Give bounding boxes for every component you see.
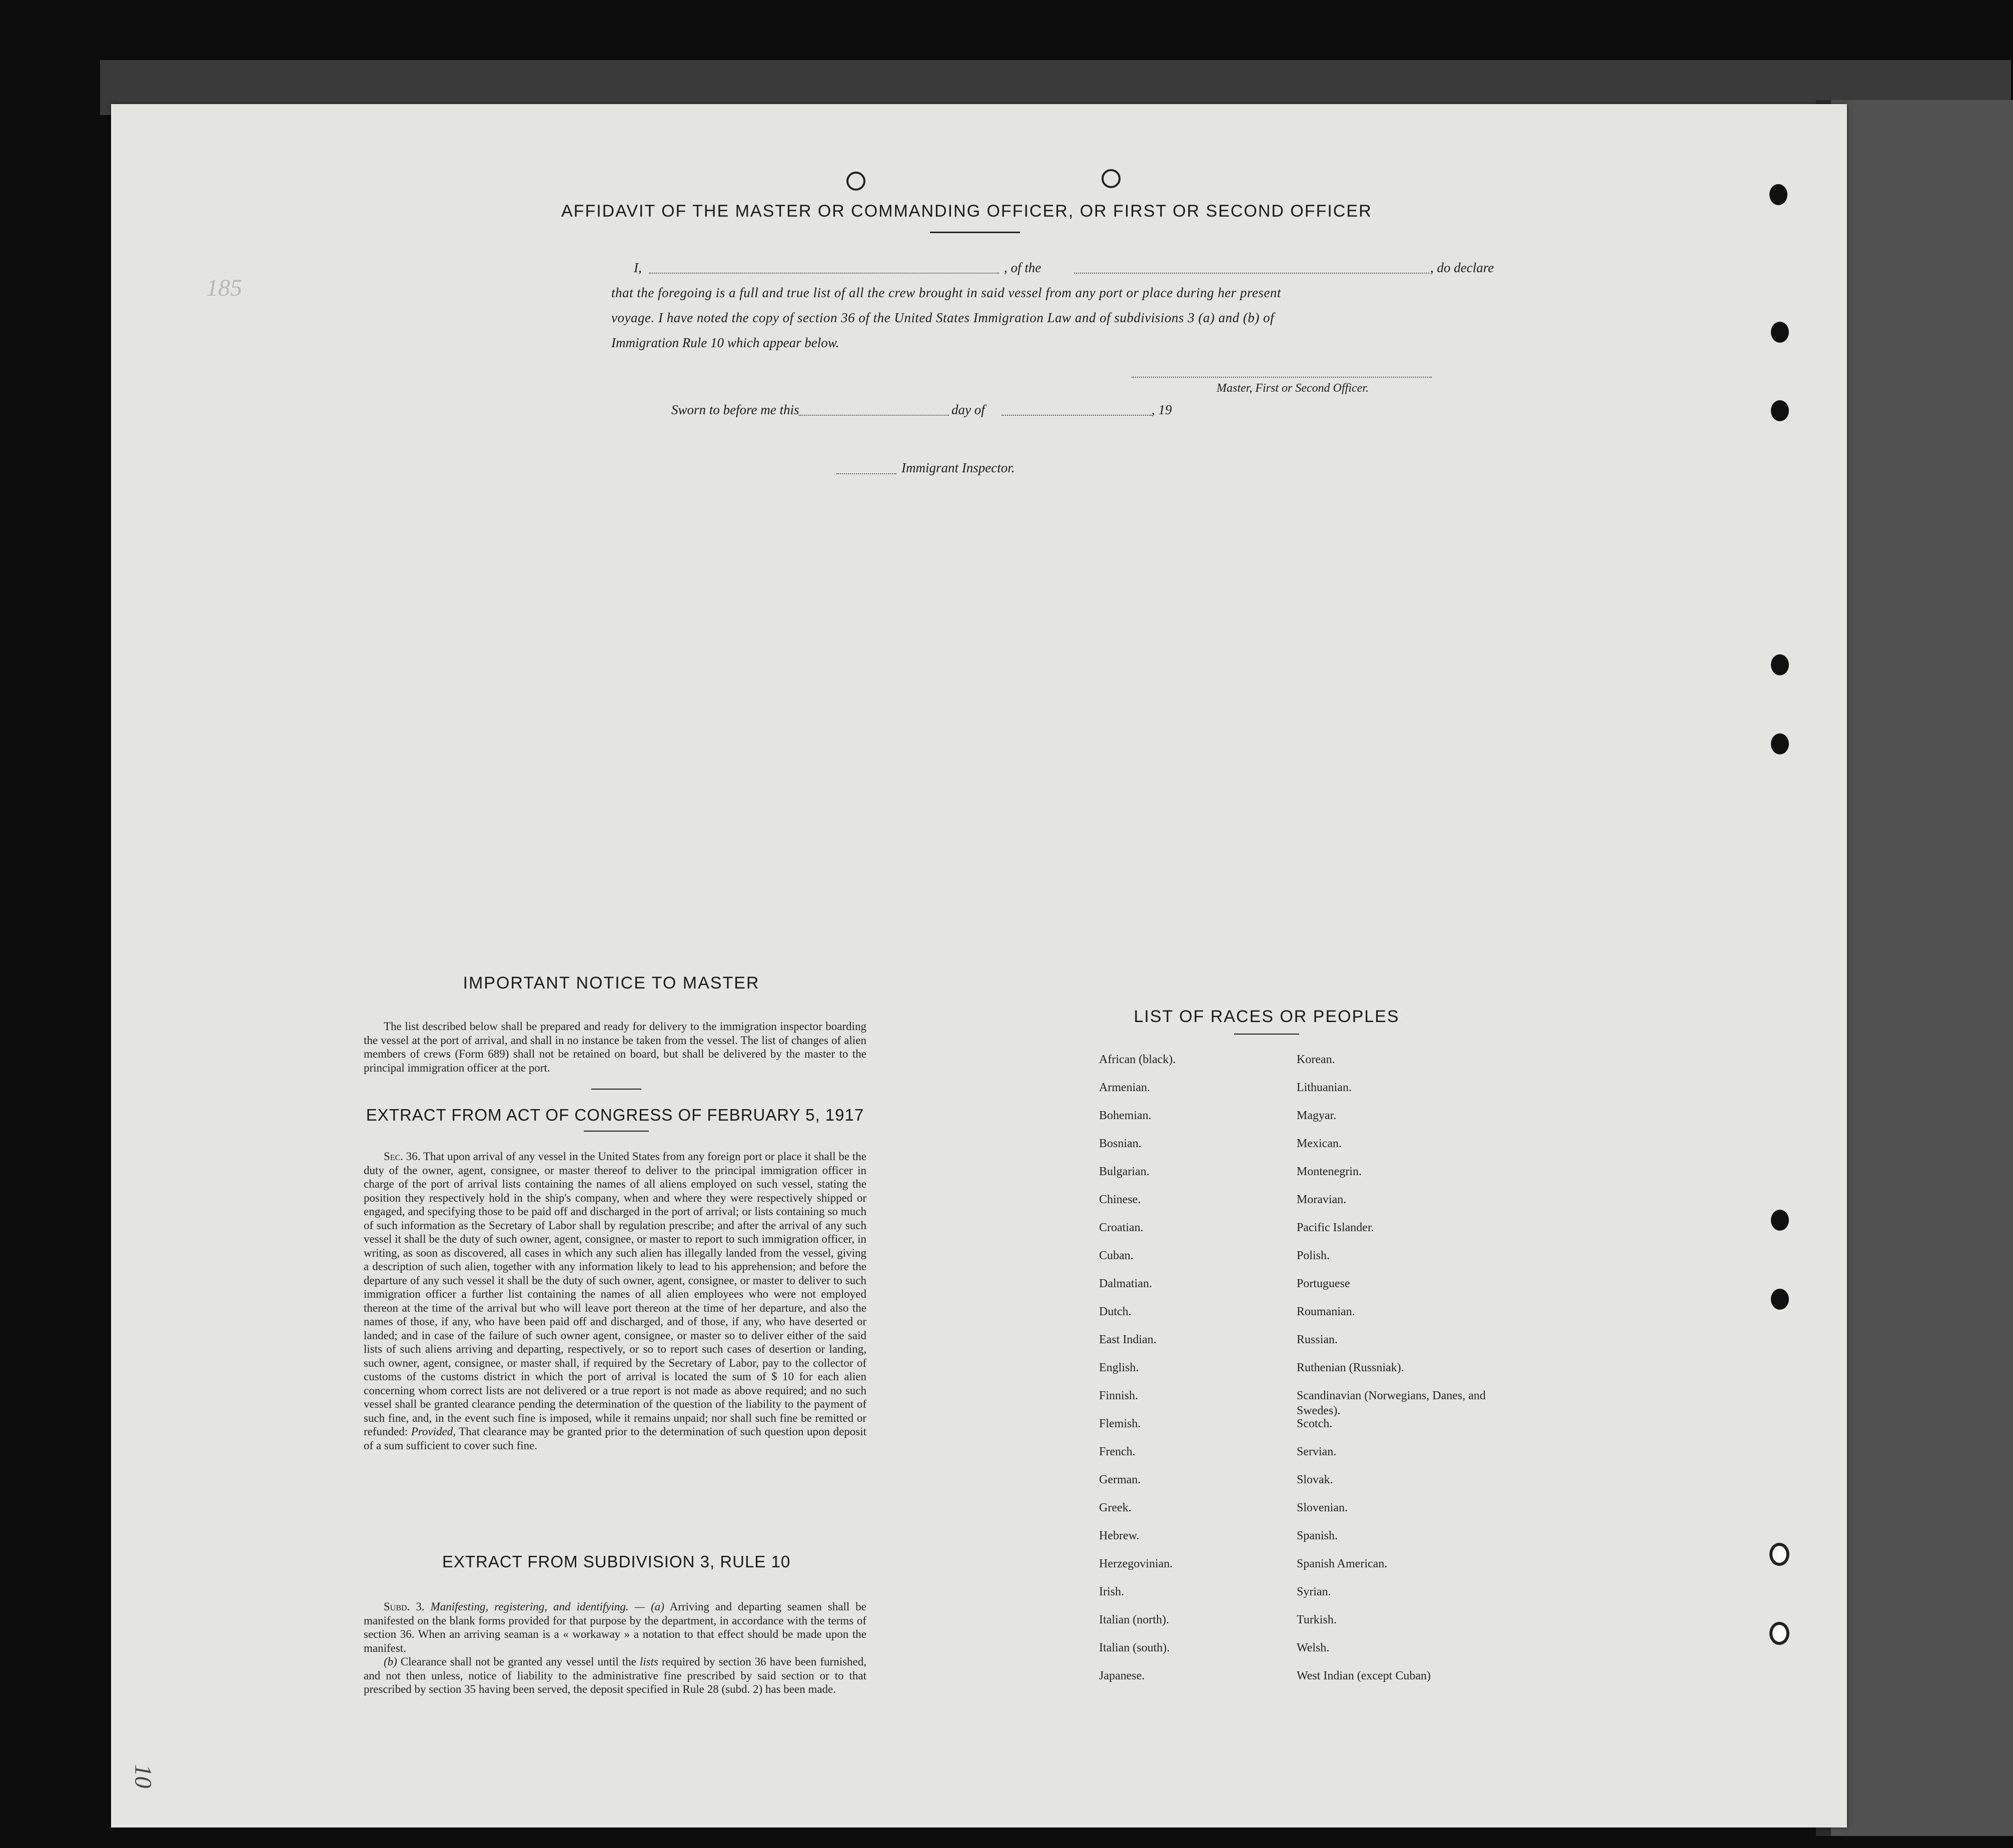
- race-item: Welsh.: [1297, 1641, 1330, 1654]
- race-item: Pacific Islander.: [1297, 1221, 1374, 1234]
- race-item: Montenegrin.: [1297, 1165, 1362, 1178]
- race-item: Irish.: [1099, 1585, 1124, 1598]
- act-body: That upon arrival of any vessel in the United States from any foreign port or place it shall be the duty of the owner, agent, consignee, or master thereof to deliver to the principal immigration officer in charge of the port of arrival lists containing the names of all aliens employed on such vessel, stating the position they respectively hold in the ship's company, when and where they were respectively shipped or engaged, and specifying those to be paid off and discharged in the port of arrival; or lists containing so much of such information as the Secretary of Labor shall by regulation prescribe; and after the arrival of any such vessel it shall be the duty of such owner, agent, consignee, or master to report to such immigration officer, in writing, as soon as discovered, all cases in which any such alien has illegally landed from the vessel, giving a description of such alien, together with any information likely to lead to his apprehension; and before the departure of any such vessel it shall be the duty of such owner, agent, consignee, or master to deliver to such immigration officer a further list containing the names of all alien employees who were not employed thereon at the time of the arrival but who will leave port thereon at the time of her departure, and also the names of those, if any, who have been paid off and discharged, and of those, if any, who have deserted or landed; and in case of the failure of such owner agent, consignee, or master so to deliver either of the said lists of such aliens arriving and departing, respectively, or so to report such cases of desertion or landing, such owner, agent, consignee, or master shall, if required by the Secretary of Labor, pay to the collector of customs of the customs district in which the port of arrival is located the sum of $ 10 for each alien concerning whom correct lists are not delivered or a true report is not made as above required; and no such vessel shall be granted clearance pending the determination of the question of the liability to the payment of such fine, and, in the event such fine is imposed, while it remains unpaid; nor shall such fine be remitted or refunded:: [364, 1150, 866, 1438]
- punch-hole-icon: [1769, 184, 1787, 205]
- race-item: Bosnian.: [1099, 1137, 1142, 1150]
- affidavit-line-2: that the foregoing is a full and true list of all the crew brought in said vessel from any port or place during her present: [611, 285, 1281, 300]
- punch-hole-icon: [1769, 1543, 1789, 1566]
- divider: [930, 232, 1020, 233]
- race-item: Cuban.: [1099, 1249, 1134, 1262]
- affidavit-title: AFFIDAVIT OF THE MASTER OR COMMANDING OFFICER, OR FIRST OR SECOND OFFICER: [561, 202, 1372, 221]
- para-b-text-1: Clearance shall not be granted any vessel until the: [400, 1655, 636, 1668]
- act-extract-text: [364, 1150, 866, 1452]
- race-item: Japanese.: [1099, 1669, 1145, 1682]
- vessel-field[interactable]: [1074, 273, 1429, 274]
- divider: [591, 1089, 641, 1090]
- races-title: LIST OF RACES OR PEOPLES: [1134, 1007, 1400, 1026]
- race-item: Mexican.: [1297, 1137, 1342, 1150]
- affidavit-declare-label: , do declare: [1430, 260, 1494, 275]
- registration-mark-icon: [846, 172, 865, 191]
- punch-hole-icon: [1771, 322, 1789, 343]
- para-b-lists: lists: [639, 1655, 658, 1668]
- race-item: Bohemian.: [1099, 1109, 1152, 1122]
- race-item: Ruthenian (Russniak).: [1297, 1361, 1404, 1374]
- para-b-text-2: required by section 36 have been furnished, and not then unless, notice of liability to the administrative fine prescribed by said section or to that prescribed by section 35 having been served, the deposit specified in Rule 28 (subd. 2) has been made.: [364, 1655, 866, 1695]
- race-item: Syrian.: [1297, 1585, 1331, 1598]
- races-left-column: [1099, 1052, 1279, 1696]
- race-item: East Indian.: [1099, 1333, 1157, 1346]
- race-item: Roumanian.: [1297, 1305, 1355, 1318]
- name-field[interactable]: [649, 273, 999, 274]
- day-field[interactable]: [799, 415, 949, 416]
- race-item: Turkish.: [1297, 1613, 1337, 1626]
- month-field[interactable]: [1001, 415, 1152, 416]
- race-item: West Indian (except Cuban): [1297, 1669, 1431, 1682]
- race-item: Polish.: [1297, 1249, 1330, 1262]
- race-item: Italian (south).: [1099, 1641, 1170, 1654]
- inspector-label: Immigrant Inspector.: [901, 460, 1015, 475]
- affidavit-line-3: voyage. I have noted the copy of section 36 of the United States Immigration Law and of subdivisions 3 (a) and (b) of: [611, 310, 1275, 325]
- affidavit-of-the-label: , of the: [1004, 260, 1042, 275]
- race-item: English.: [1099, 1361, 1139, 1374]
- punch-hole-icon: [1771, 400, 1789, 421]
- punch-hole-icon: [1771, 1289, 1789, 1310]
- b-label: (b): [384, 1655, 397, 1668]
- race-item: Greek.: [1099, 1501, 1132, 1514]
- subd-heading: Manifesting, registering, and identifying. — (a): [430, 1600, 664, 1613]
- races-right-column: [1297, 1052, 1497, 1696]
- race-item: Slovak.: [1297, 1473, 1333, 1486]
- race-item: Croatian.: [1099, 1221, 1144, 1234]
- subd-label: Subd. 3.: [384, 1600, 425, 1613]
- affidavit-line-4: Immigration Rule 10 which appear below.: [611, 335, 839, 350]
- sec-label: Sec. 36.: [384, 1150, 421, 1163]
- race-item: German.: [1099, 1473, 1141, 1486]
- race-item: Spanish American.: [1297, 1557, 1388, 1570]
- race-item: Chinese.: [1099, 1193, 1141, 1206]
- notice-title: IMPORTANT NOTICE TO MASTER: [463, 974, 760, 993]
- act-body-end: That clearance may be granted prior to the determination of such question upon deposit of a sum sufficient to cover such fine.: [364, 1425, 867, 1452]
- race-item: Moravian.: [1297, 1193, 1347, 1206]
- race-item: Servian.: [1297, 1445, 1337, 1458]
- sworn-day-of: day of: [951, 402, 985, 417]
- sworn-year: , 19: [1152, 402, 1172, 417]
- provided-label: Provided,: [411, 1425, 456, 1438]
- punch-hole-icon: [1771, 733, 1789, 754]
- divider: [584, 1131, 649, 1132]
- race-item: Hebrew.: [1099, 1529, 1140, 1542]
- punch-hole-icon: [1771, 1210, 1789, 1231]
- race-item: Portuguese: [1297, 1277, 1350, 1290]
- race-item: Slovenian.: [1297, 1501, 1348, 1514]
- registration-mark-icon: [1102, 169, 1121, 188]
- race-item: Bulgarian.: [1099, 1165, 1150, 1178]
- race-item: Scotch.: [1297, 1417, 1333, 1430]
- race-item: French.: [1099, 1445, 1136, 1458]
- affidavit-i-label: I,: [634, 260, 642, 275]
- race-item: Scandinavian (Norwegians, Danes, and Swedes).: [1297, 1389, 1486, 1417]
- race-item: Magyar.: [1297, 1109, 1337, 1122]
- race-item: Dutch.: [1099, 1305, 1132, 1318]
- notice-text: The list described below shall be prepared and ready for delivery to the immigration inspector boarding the vessel at the port of arrival, and shall in no instance be taken from the vessel. The list of changes of alien members of crews (Form 689) shall not be retained on board, but shall be delivered by the master to the principal immigration officer at the port.: [364, 1020, 866, 1074]
- race-item: Russian.: [1297, 1333, 1338, 1346]
- race-item: Korean.: [1297, 1053, 1335, 1066]
- document-page: [111, 104, 1847, 1827]
- race-item: Spanish.: [1297, 1529, 1338, 1542]
- race-item: Lithuanian.: [1297, 1081, 1352, 1094]
- signature-label: Master, First or Second Officer.: [1217, 382, 1369, 395]
- inspector-signature-field[interactable]: [836, 473, 896, 474]
- race-item: Armenian.: [1099, 1081, 1150, 1094]
- divider: [1234, 1034, 1299, 1035]
- race-item: Finnish.: [1099, 1389, 1139, 1402]
- race-item: Italian (north).: [1099, 1613, 1169, 1626]
- margin-number: 10: [130, 1764, 157, 1788]
- race-item: Flemish.: [1099, 1417, 1141, 1430]
- rule-extract-title: EXTRACT FROM SUBDIVISION 3, RULE 10: [442, 1552, 791, 1571]
- back-sheet-edge: [1831, 100, 2013, 1836]
- signature-field[interactable]: [1132, 377, 1432, 378]
- sworn-prefix: Sworn to before me this: [671, 402, 799, 417]
- rule-extract-para-b: [364, 1655, 866, 1696]
- race-item: Herzegovinian.: [1099, 1557, 1173, 1570]
- race-item: Dalmatian.: [1099, 1277, 1152, 1290]
- para-a-text: Arriving and departing seamen shall be manifested on the blank forms provided for that purpose by the department, in accordance with the terms of section 36. When an arriving seaman is a « workaway » a notation to that effect should be made upon the manifest.: [364, 1600, 867, 1654]
- punch-hole-icon: [1769, 1622, 1789, 1645]
- act-extract-title: EXTRACT FROM ACT OF CONGRESS OF FEBRUARY 5, 1917: [366, 1106, 864, 1124]
- rule-extract-para-a: [364, 1600, 866, 1655]
- punch-hole-icon: [1771, 654, 1789, 675]
- race-item: African (black).: [1099, 1053, 1176, 1066]
- margin-number: 185: [206, 275, 242, 301]
